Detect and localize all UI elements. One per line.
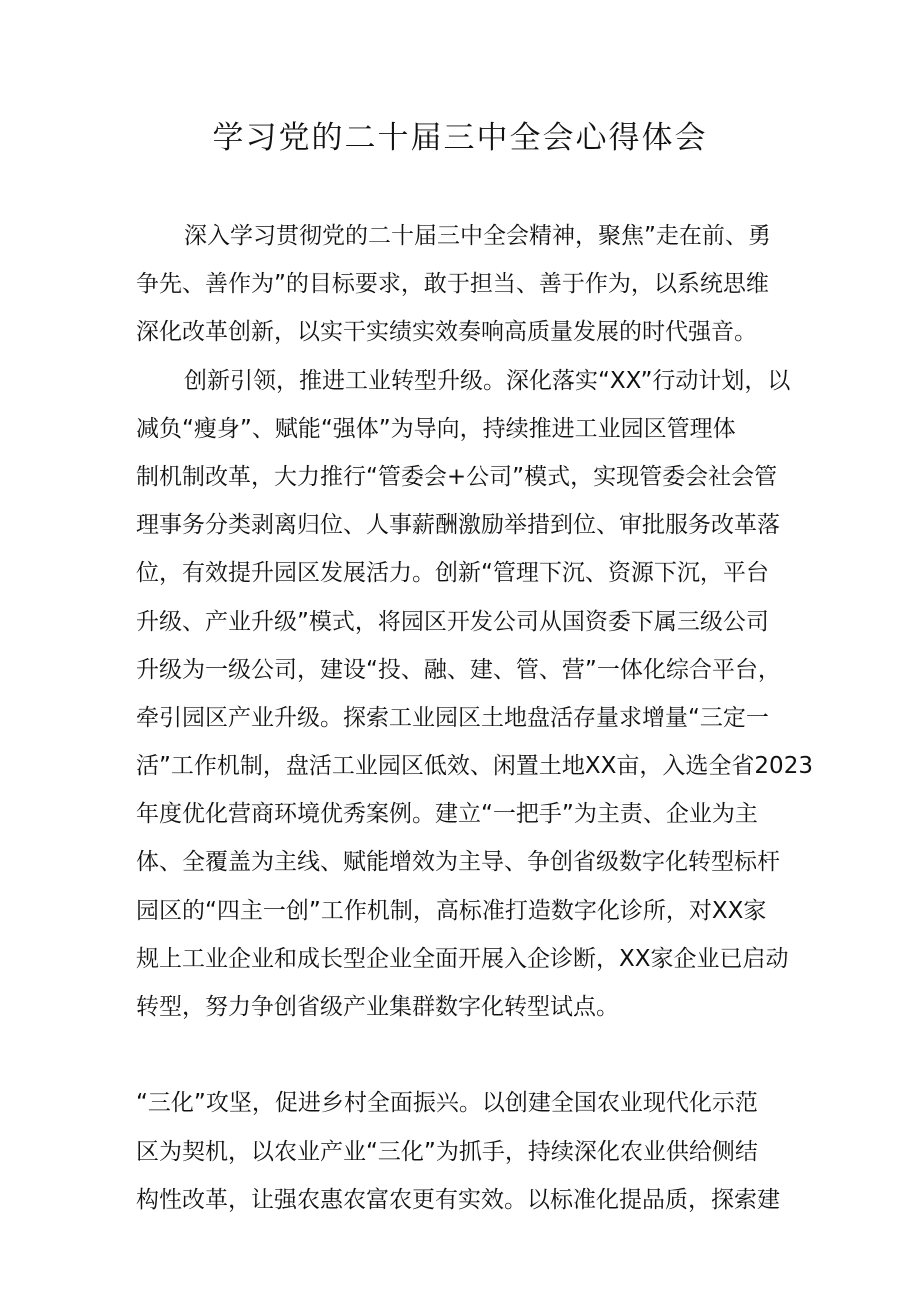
text-line: “三化”攻坚，促进乡村全面振兴。以创建全国农业现代化示范 bbox=[136, 1090, 758, 1117]
text-line: 创新引领，推进工业转型升级。深化落实“XX”行动计划，以 bbox=[184, 367, 791, 394]
text-line: 理事务分类剥离归位、人事薪酬激励举措到位、审批服务改革落 bbox=[136, 512, 780, 539]
text-line: 牵引园区产业升级。探索工业园区土地盘活存量求增量“三定一 bbox=[136, 704, 769, 731]
text-line: 年度优化营商环境优秀案例。建立“一把手”为主责、企业为主 bbox=[136, 801, 758, 828]
page-title: 学习党的二十届三中全会心得体会 bbox=[212, 120, 708, 156]
paragraph-intro bbox=[136, 212, 816, 357]
text-line: 争先、善作为”的目标要求，敢于担当、善于作为，以系统思维 bbox=[136, 271, 769, 298]
text-line: 位，有效提升园区发展活力。创新“管理下沉、资源下沉，平台 bbox=[136, 560, 769, 587]
paragraph-industry bbox=[136, 357, 816, 1080]
text-line: 深化改革创新，以实干实绩实效奏响高质量发展的时代强音。 bbox=[136, 319, 757, 346]
text-line: 减负“瘦身”、赋能“强体”为导向，持续推进工业园区管理体 bbox=[136, 415, 736, 442]
text-line: 园区的“四主一创”工作机制，高标准打造数字化诊所，对XX家 bbox=[136, 897, 767, 924]
document-body bbox=[136, 212, 816, 1224]
text-line: 升级、产业升级”模式，将园区开发公司从国资委下属三级公司 bbox=[136, 608, 769, 635]
text-line: 体、全覆盖为主线、赋能增效为主导、争创省级数字化转型标杆 bbox=[136, 849, 780, 876]
paragraph-rural bbox=[136, 1079, 816, 1224]
text-line: 转型，努力争创省级产业集群数字化转型试点。 bbox=[136, 994, 619, 1020]
text-line: 区为契机，以农业产业“三化”为抓手，持续深化农业供给侧结 bbox=[136, 1138, 758, 1165]
text-line: 深入学习贯彻党的二十届三中全会精神，聚焦”走在前、勇 bbox=[184, 223, 771, 249]
text-line: 构性改革，让强农惠农富农更有实效。以标准化提品质，探索建 bbox=[136, 1186, 780, 1213]
text-line: 规上工业企业和成长型企业全面开展入企诊断，XX家企业已启动 bbox=[136, 945, 789, 972]
text-line bbox=[136, 1031, 816, 1079]
text-line: 升级为一级公司，建设“投、融、建、管、营”一体化综合平台， bbox=[136, 656, 781, 683]
text-line: 活”工作机制，盘活工业园区低效、闲置土地XX亩，入选全省2023 bbox=[136, 753, 813, 780]
text-line: 制机制改革，大力推行“管委会+公司”模式，实现管委会社会管 bbox=[136, 463, 778, 490]
